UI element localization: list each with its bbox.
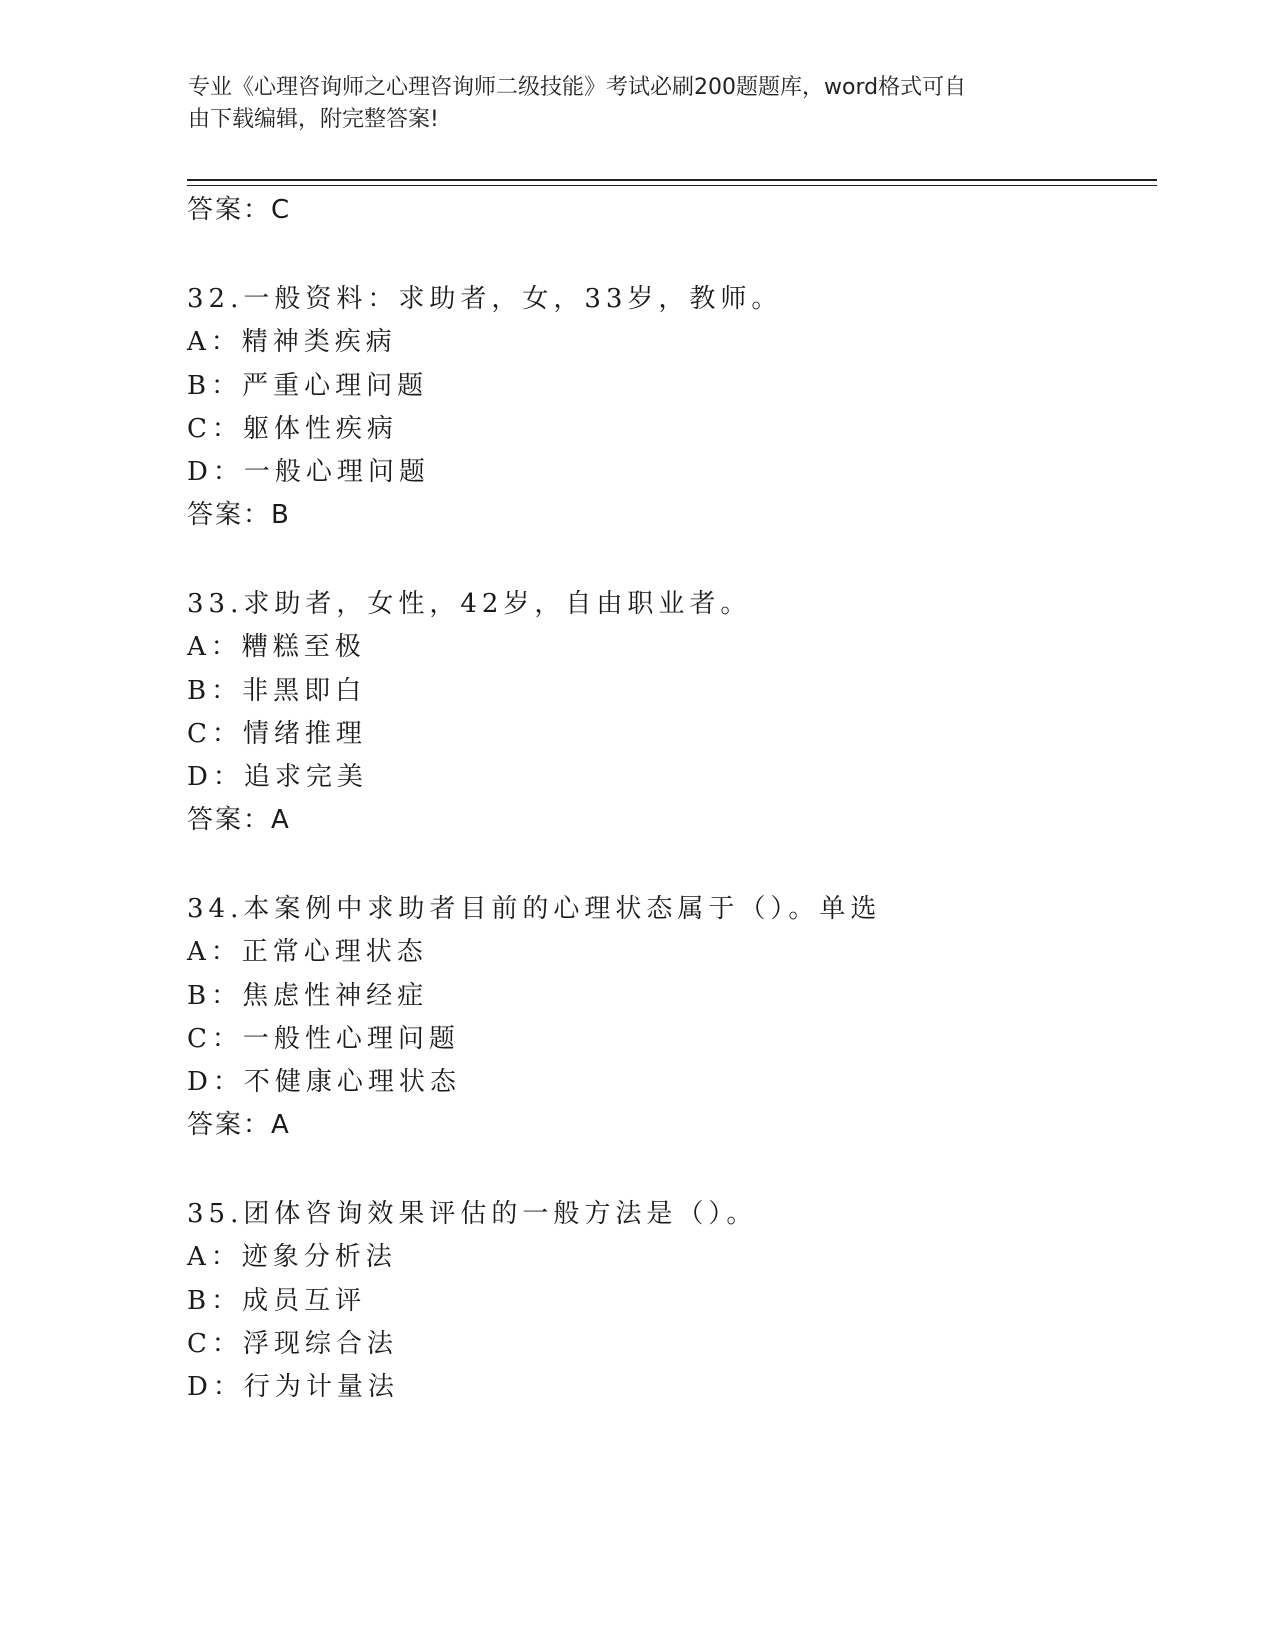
option-d: D：一般心理问题	[187, 457, 430, 487]
option-a: A：糟糕至极	[187, 632, 366, 662]
option-d: D：行为计量法	[187, 1372, 399, 1402]
document-header	[188, 72, 1088, 136]
option-d: D：追求完美	[187, 762, 368, 792]
option-b: B：严重心理问题	[187, 371, 429, 401]
question-stem: 33.求助者，女性，42岁，自由职业者。	[187, 589, 752, 619]
option-c: C：一般性心理问题	[187, 1024, 460, 1054]
option-a: A：正常心理状态	[187, 937, 428, 967]
header-line-2: 由下载编辑，附完整答案!	[188, 107, 439, 132]
option-c: C：情绪推理	[187, 719, 367, 749]
question-stem: 35.团体咨询效果评估的一般方法是（）。	[187, 1199, 758, 1229]
option-a: A：精神类疾病	[187, 327, 397, 357]
option-a: A：迹象分析法	[187, 1242, 397, 1272]
answer-line: 答案：C	[187, 195, 292, 225]
question-stem: 34.本案例中求助者目前的心理状态属于（）。单选	[187, 894, 882, 924]
option-b: B：非黑即白	[187, 676, 367, 706]
option-c: C：浮现综合法	[187, 1329, 398, 1359]
answer-line: 答案：A	[187, 1110, 291, 1140]
answer-line: 答案：A	[187, 805, 291, 835]
option-d: D：不健康心理状态	[187, 1067, 461, 1097]
option-b: B：成员互评	[187, 1286, 367, 1316]
header-divider-thick	[187, 179, 1157, 181]
option-c: C：躯体性疾病	[187, 414, 398, 444]
option-b: B：焦虑性神经症	[187, 981, 429, 1011]
answer-line: 答案：B	[187, 500, 291, 530]
question-stem: 32.一般资料：求助者，女，33岁，教师。	[187, 284, 783, 314]
header-line-1: 专业《心理咨询师之心理咨询师二级技能》考试必刷200题题库，word格式可自	[188, 75, 967, 100]
header-divider-thin	[187, 185, 1157, 186]
